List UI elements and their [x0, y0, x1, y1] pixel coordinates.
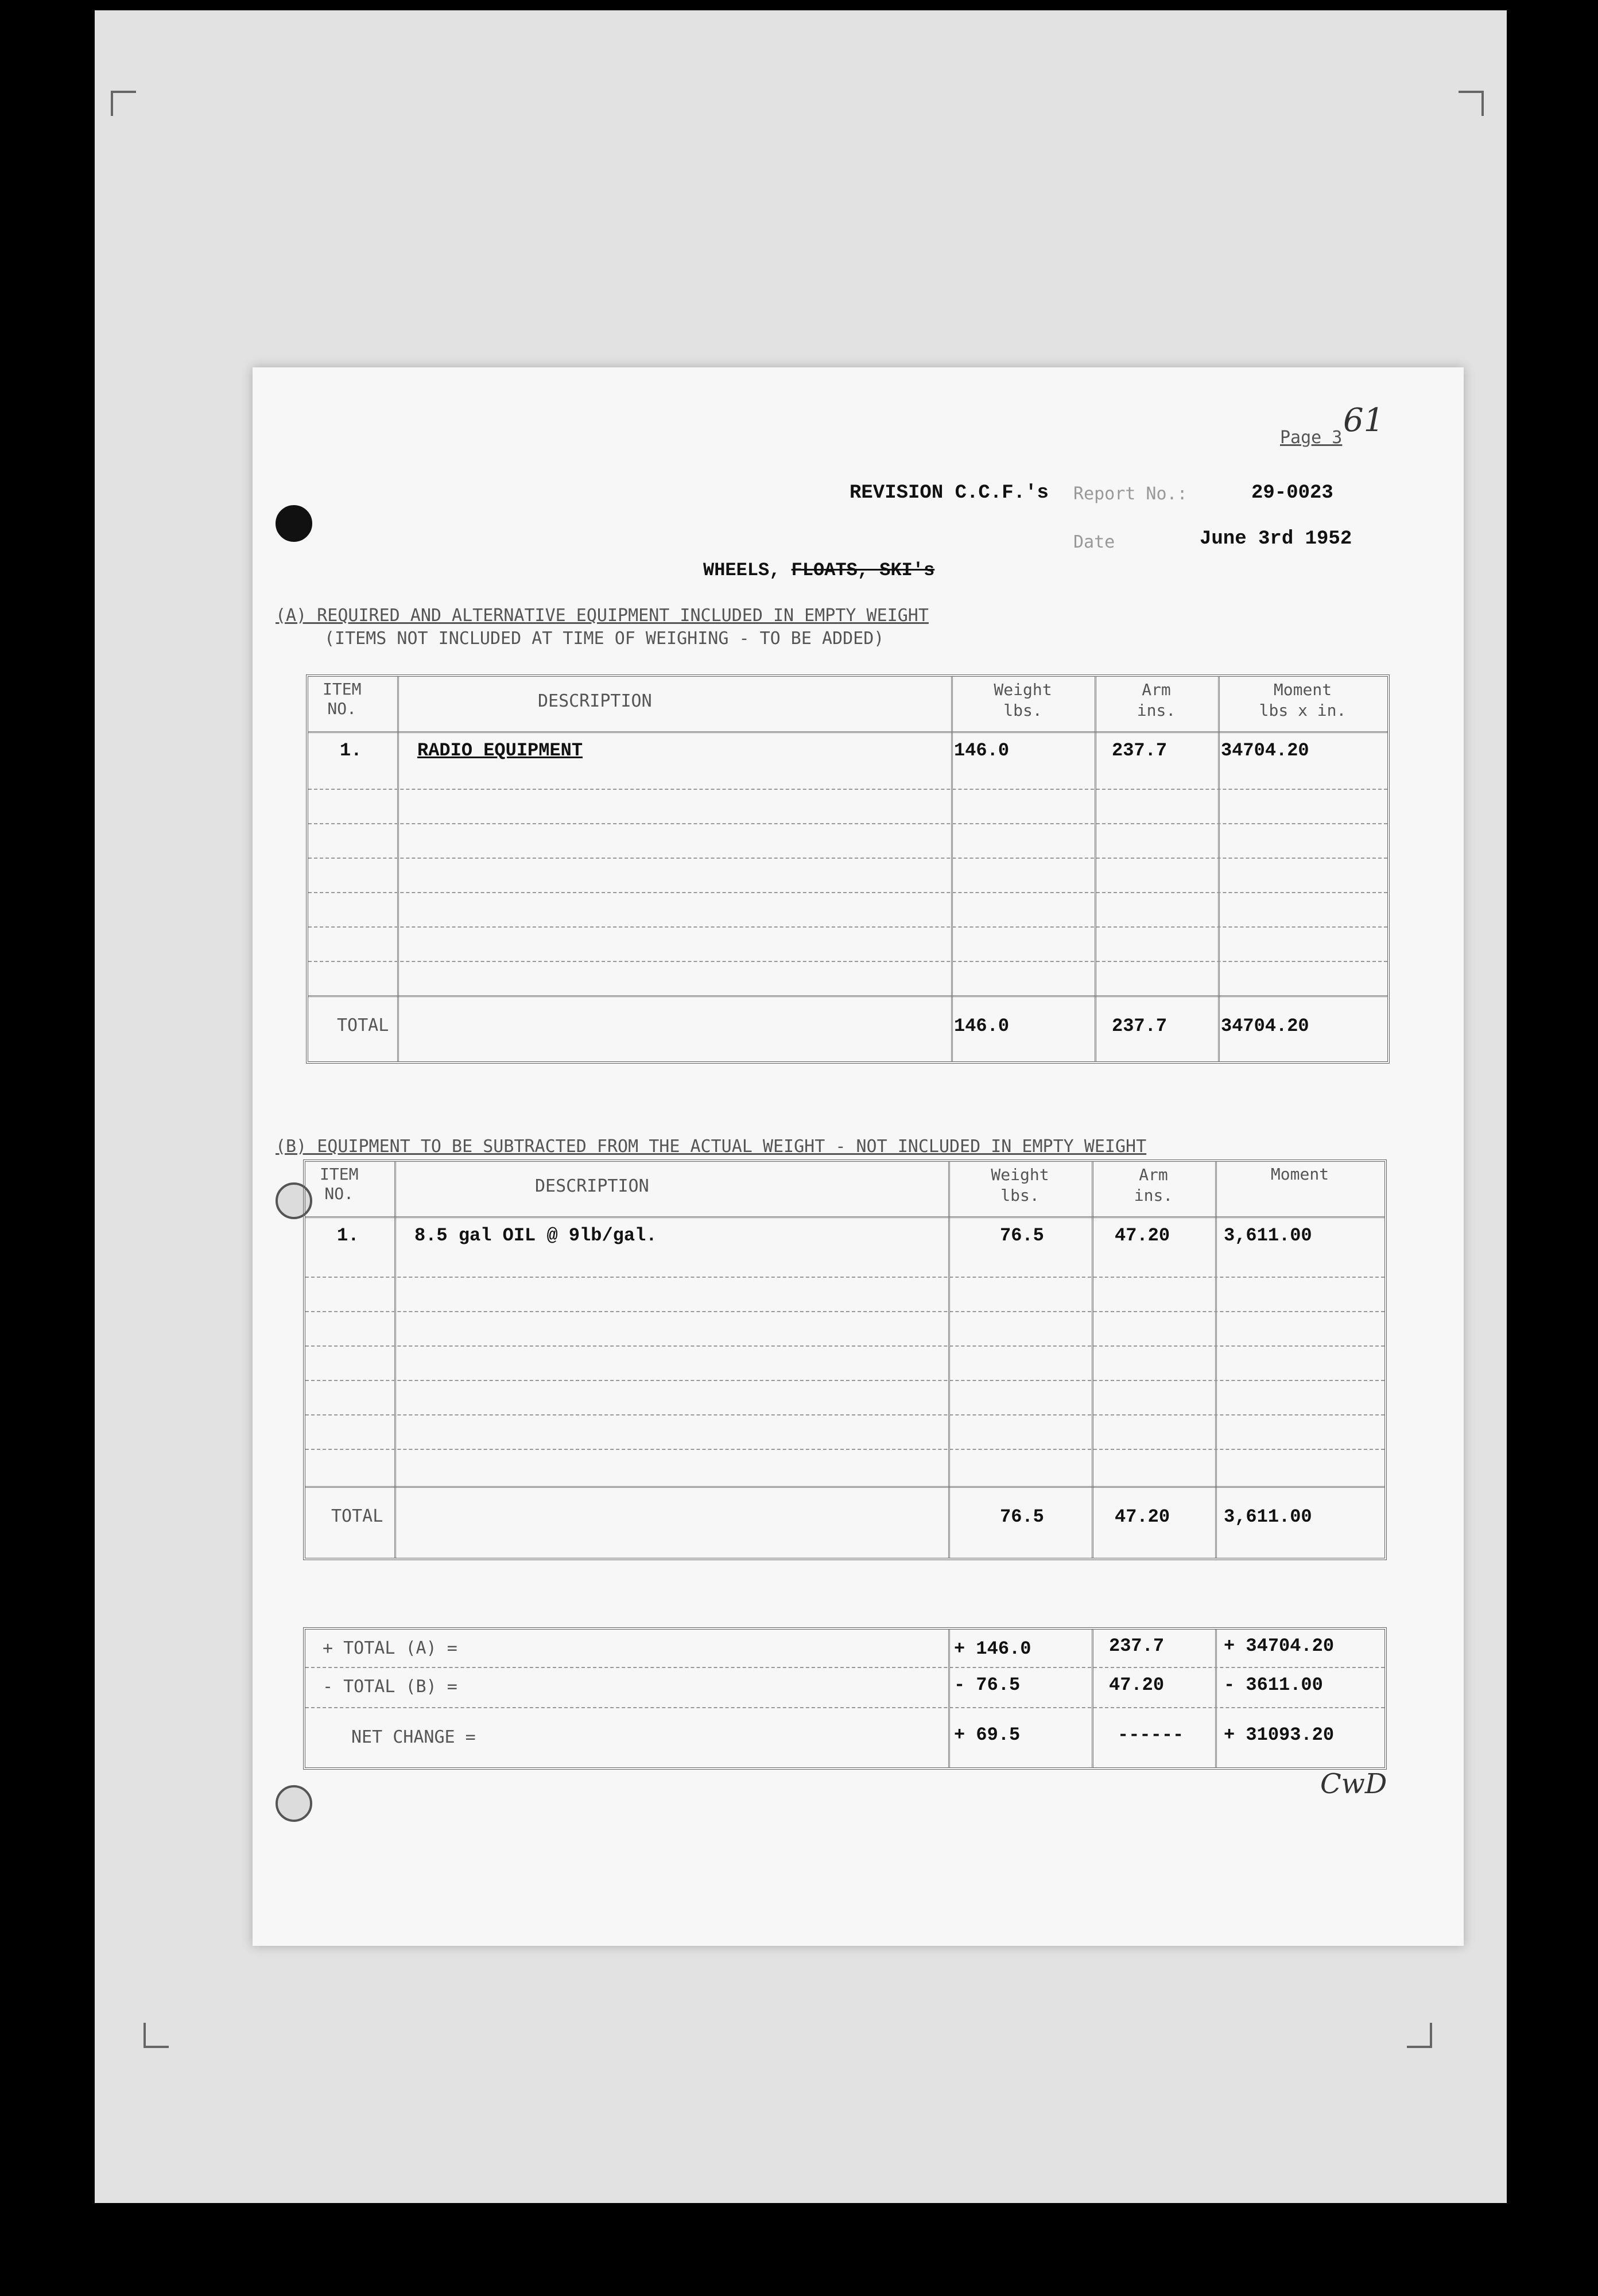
section-a-subheading: (ITEMS NOT INCLUDED AT TIME OF WEIGHING - TO BE ADDED)	[324, 629, 885, 649]
col-moment-header: Moment lbs x in.	[1259, 680, 1347, 720]
row-moment: 3,611.00	[1224, 1225, 1312, 1246]
summary-weight-a: + 146.0	[954, 1638, 1031, 1659]
col-arm-header: Arm ins.	[1137, 680, 1176, 720]
col-arm-header: Arm ins.	[1134, 1165, 1173, 1205]
col-item-header: ITEM NO.	[320, 1165, 359, 1203]
row-item-no: 1.	[337, 1225, 359, 1246]
crop-mark-bottom-right	[1407, 2023, 1432, 2048]
page-number: Page 3	[1280, 428, 1343, 448]
section-a-heading: (A) REQUIRED AND ALTERNATIVE EQUIPMENT INCLUDED IN EMPTY WEIGHT	[276, 606, 929, 626]
summary-moment-a: + 34704.20	[1224, 1635, 1335, 1657]
net-change-table	[303, 1627, 1387, 1770]
row-arm: 47.20	[1115, 1225, 1170, 1246]
crop-mark-top-left	[111, 91, 136, 116]
total-weight: 76.5	[1000, 1506, 1044, 1527]
col-weight-header: Weight lbs.	[991, 1165, 1049, 1205]
row-weight: 146.0	[954, 740, 1010, 761]
summary-weight-b: - 76.5	[954, 1674, 1021, 1696]
col-description-header: DESCRIPTION	[535, 1176, 649, 1196]
initials-signature: CwD	[1320, 1768, 1387, 1800]
configuration-label	[703, 560, 934, 581]
report-no: 29-0023	[1251, 482, 1333, 504]
report-date: June 3rd 1952	[1200, 528, 1352, 550]
crop-mark-bottom-left	[143, 2023, 169, 2048]
summary-label-a: + TOTAL (A) =	[323, 1638, 457, 1658]
summary-arm-b: 47.20	[1109, 1674, 1165, 1696]
summary-arm-a: 237.7	[1109, 1635, 1165, 1657]
col-weight-header: Weight lbs.	[994, 680, 1052, 720]
crop-mark-top-right	[1459, 91, 1484, 116]
summary-arm-net: ------	[1118, 1724, 1184, 1746]
summary-label-net: NET CHANGE =	[351, 1727, 476, 1747]
configuration-selected: WHEELS,	[703, 560, 781, 581]
col-item-header: ITEM NO.	[323, 680, 362, 718]
total-arm: 47.20	[1115, 1506, 1170, 1527]
total-weight: 146.0	[954, 1015, 1010, 1037]
configuration-struck: FLOATS, SKI's	[791, 560, 935, 581]
document-page	[253, 367, 1464, 1946]
date-label: Date	[1073, 532, 1115, 552]
col-description-header: DESCRIPTION	[538, 691, 652, 711]
row-item-no: 1.	[340, 740, 362, 761]
section-b-heading: (B) EQUIPMENT TO BE SUBTRACTED FROM THE ACTUAL WEIGHT - NOT INCLUDED IN EMPTY WEIGHT	[276, 1137, 1147, 1157]
folio-number: 61	[1343, 402, 1384, 439]
punch-hole-top	[276, 505, 312, 542]
total-label: TOTAL	[331, 1506, 383, 1526]
punch-hole-bottom	[276, 1785, 312, 1822]
total-moment: 34704.20	[1221, 1015, 1309, 1037]
total-arm: 237.7	[1112, 1015, 1168, 1037]
summary-weight-net: + 69.5	[954, 1724, 1021, 1746]
row-weight: 76.5	[1000, 1225, 1044, 1246]
row-description: RADIO EQUIPMENT	[417, 740, 583, 761]
row-arm: 237.7	[1112, 740, 1168, 761]
summary-moment-b: - 3611.00	[1224, 1674, 1323, 1696]
total-label: TOTAL	[337, 1015, 389, 1035]
section-b-table	[303, 1159, 1387, 1560]
report-no-label: Report No.:	[1073, 484, 1188, 504]
row-moment: 34704.20	[1221, 740, 1309, 761]
row-description: 8.5 gal OIL @ 9lb/gal.	[414, 1225, 657, 1246]
section-a-table	[306, 674, 1390, 1064]
col-moment-header: Moment	[1270, 1165, 1329, 1184]
revision-title: REVISION C.C.F.'s	[850, 482, 1049, 504]
summary-moment-net: + 31093.20	[1224, 1724, 1335, 1746]
summary-label-b: - TOTAL (B) =	[323, 1677, 457, 1697]
total-moment: 3,611.00	[1224, 1506, 1312, 1527]
